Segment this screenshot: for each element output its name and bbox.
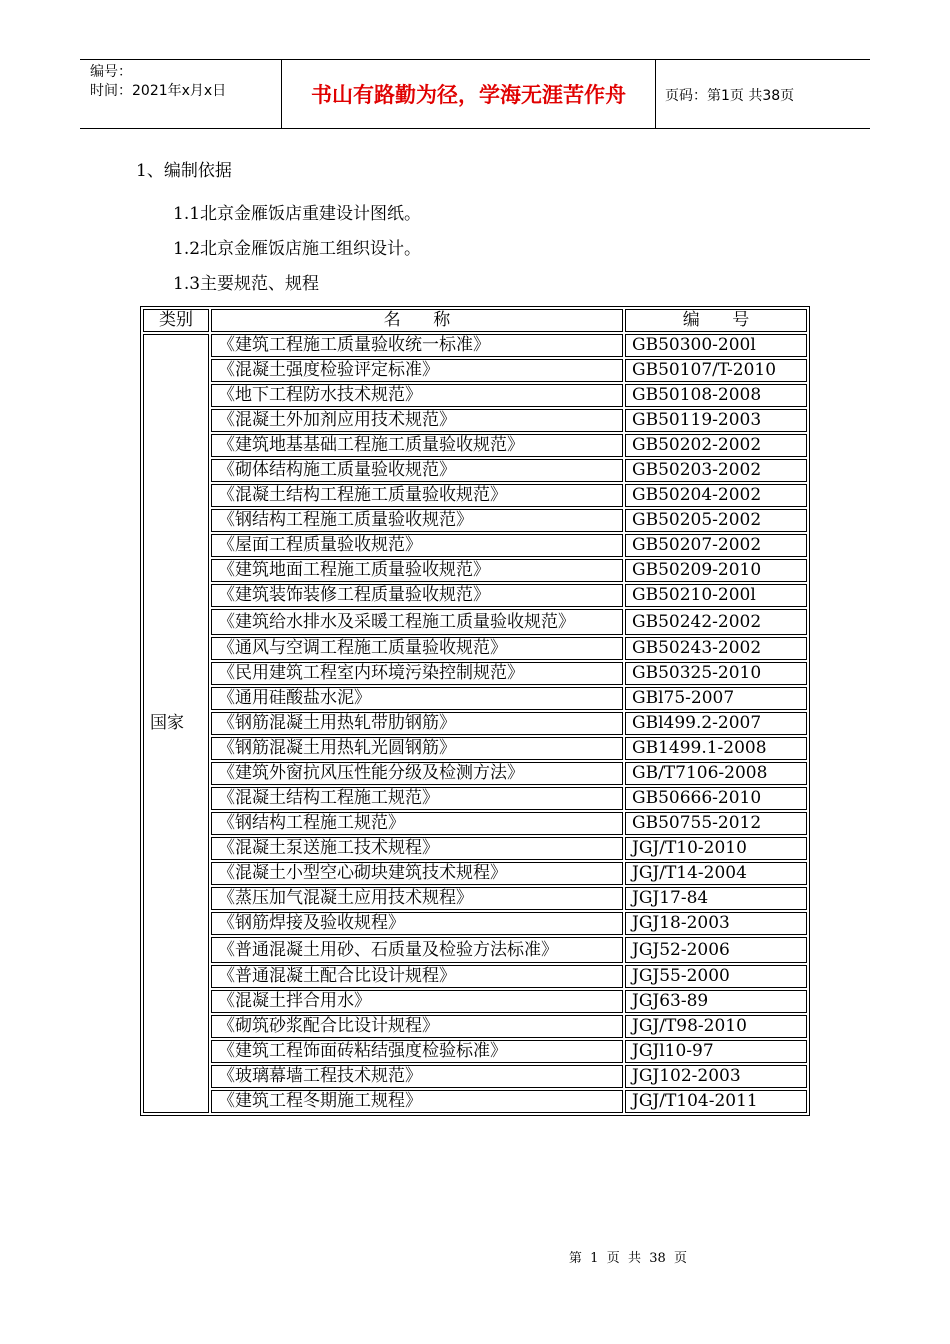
table-row [143,837,807,860]
table-row [143,534,807,557]
standard-name: 《建筑地基基础工程施工质量验收规范》 [211,434,623,457]
standard-code: GB50300-200l [625,334,807,357]
standard-name: 《建筑给水排水及采暖工程施工质量验收规范》 [211,609,623,635]
standard-name: 《混凝土外加剂应用技术规范》 [211,409,623,432]
table-row [143,1015,807,1038]
standard-name: 《普通混凝土配合比设计规程》 [211,965,623,988]
table-row [143,359,807,382]
standard-name: 《钢筋混凝土用热轧带肋钢筋》 [211,712,623,735]
standard-code: GB50243-2002 [625,637,807,660]
standard-name: 《玻璃幕墙工程技术规范》 [211,1065,623,1088]
standard-code: GB50666-2010 [625,787,807,810]
standard-code: JGJ17-84 [625,887,807,910]
table-row [143,459,807,482]
header-code: 编 号 [625,309,807,332]
table-row [143,584,807,607]
section-item: 1.2北京金雁饭店施工组织设计。 [173,239,422,259]
table-row [143,937,807,963]
standard-code: JGJ63-89 [625,990,807,1013]
standard-code: GBl499.2-2007 [625,712,807,735]
standard-name: 《通风与空调工程施工质量验收规范》 [211,637,623,660]
standard-code: JGJ18-2003 [625,912,807,935]
standard-code: GBl75-2007 [625,687,807,710]
standard-name: 《建筑工程冬期施工规程》 [211,1090,623,1113]
standard-name: 《建筑工程施工质量验收统一标准》 [211,334,623,357]
table-row [143,609,807,635]
standard-name: 《混凝土强度检验评定标准》 [211,359,623,382]
standard-name: 《屋面工程质量验收规范》 [211,534,623,557]
header-motto: 书山有路勤为径，学海无涯苦作舟 [311,83,626,107]
standard-name: 《砌筑砂浆配合比设计规程》 [211,1015,623,1038]
section-title: 1、编制依据 [136,161,232,181]
table-row [143,737,807,760]
table-row [143,334,807,357]
document-date: 时间：2021年x月x日 [90,83,227,99]
table-row [143,637,807,660]
standard-code: JGJ/T10-2010 [625,837,807,860]
standard-name: 《混凝土泵送施工技术规程》 [211,837,623,860]
header-category: 类别 [143,309,209,332]
header-meta [90,63,226,101]
document-number-label: 编号： [90,64,132,80]
standard-name: 《钢结构工程施工质量验收规范》 [211,509,623,532]
standard-code: GB50108-2008 [625,384,807,407]
table-header-row [143,309,807,332]
standard-name: 《混凝土小型空心砌块建筑技术规程》 [211,862,623,885]
page-header [80,59,870,129]
standards-table [140,306,810,1116]
standard-code: GB50325-2010 [625,662,807,685]
header-name: 名 称 [211,309,623,332]
standard-code: GB50755-2012 [625,812,807,835]
table-row [143,887,807,910]
standard-code: GB50209-2010 [625,559,807,582]
standard-name: 《建筑外窗抗风压性能分级及检测方法》 [211,762,623,785]
standard-code: JGJ/T98-2010 [625,1015,807,1038]
standard-code: GB50204-2002 [625,484,807,507]
table-row [143,384,807,407]
table-row [143,762,807,785]
standard-code: JGJ102-2003 [625,1065,807,1088]
standard-code: JGJ52-2006 [625,937,807,963]
table-row [143,965,807,988]
table-row [143,1040,807,1063]
table-row [143,712,807,735]
page-footer: 第 1 页 共 38 页 [568,1251,688,1266]
table-row [143,1065,807,1088]
table-row [143,862,807,885]
table-row [143,662,807,685]
standard-name: 《砌体结构施工质量验收规范》 [211,459,623,482]
standard-name: 《钢筋焊接及验收规程》 [211,912,623,935]
table-row [143,559,807,582]
table-row [143,484,807,507]
table-row [143,434,807,457]
standard-code: GB50242-2002 [625,609,807,635]
category-cell: 国家 [143,334,209,1113]
table-row [143,509,807,532]
table-row [143,990,807,1013]
table-row [143,1090,807,1113]
table-row [143,812,807,835]
standard-code: GB50205-2002 [625,509,807,532]
section-item: 1.3主要规范、规程 [173,274,320,294]
standard-code: JGJl10-97 [625,1040,807,1063]
table-row [143,787,807,810]
standard-code: GB50119-2003 [625,409,807,432]
standard-code: GB50210-200l [625,584,807,607]
standard-code: JGJ55-2000 [625,965,807,988]
standard-name: 《民用建筑工程室内环境污染控制规范》 [211,662,623,685]
standard-name: 《钢筋混凝土用热轧光圆钢筋》 [211,737,623,760]
section-item: 1.1北京金雁饭店重建设计图纸。 [173,204,422,224]
standard-code: GB1499.1-2008 [625,737,807,760]
standard-code: GB50203-2002 [625,459,807,482]
table-row [143,409,807,432]
table-row [143,687,807,710]
standard-name: 《建筑工程饰面砖粘结强度检验标准》 [211,1040,623,1063]
standard-name: 《混凝土结构工程施工质量验收规范》 [211,484,623,507]
standard-name: 《混凝土拌合用水》 [211,990,623,1013]
standard-name: 《混凝土结构工程施工规范》 [211,787,623,810]
standard-name: 《通用硅酸盐水泥》 [211,687,623,710]
standard-name: 《建筑地面工程施工质量验收规范》 [211,559,623,582]
header-page-info: 页码：第1页 共38页 [665,88,795,104]
standard-code: JGJ/T104-2011 [625,1090,807,1113]
standard-name: 《地下工程防水技术规范》 [211,384,623,407]
standard-code: GB/T7106-2008 [625,762,807,785]
standard-code: GB50107/T-2010 [625,359,807,382]
standard-name: 《普通混凝土用砂、石质量及检验方法标准》 [211,937,623,963]
standard-code: GB50207-2002 [625,534,807,557]
standard-name: 《钢结构工程施工规范》 [211,812,623,835]
standard-code: GB50202-2002 [625,434,807,457]
standard-code: JGJ/T14-2004 [625,862,807,885]
standard-name: 《蒸压加气混凝土应用技术规程》 [211,887,623,910]
header-divider [655,60,656,128]
table-row [143,912,807,935]
standard-name: 《建筑装饰装修工程质量验收规范》 [211,584,623,607]
